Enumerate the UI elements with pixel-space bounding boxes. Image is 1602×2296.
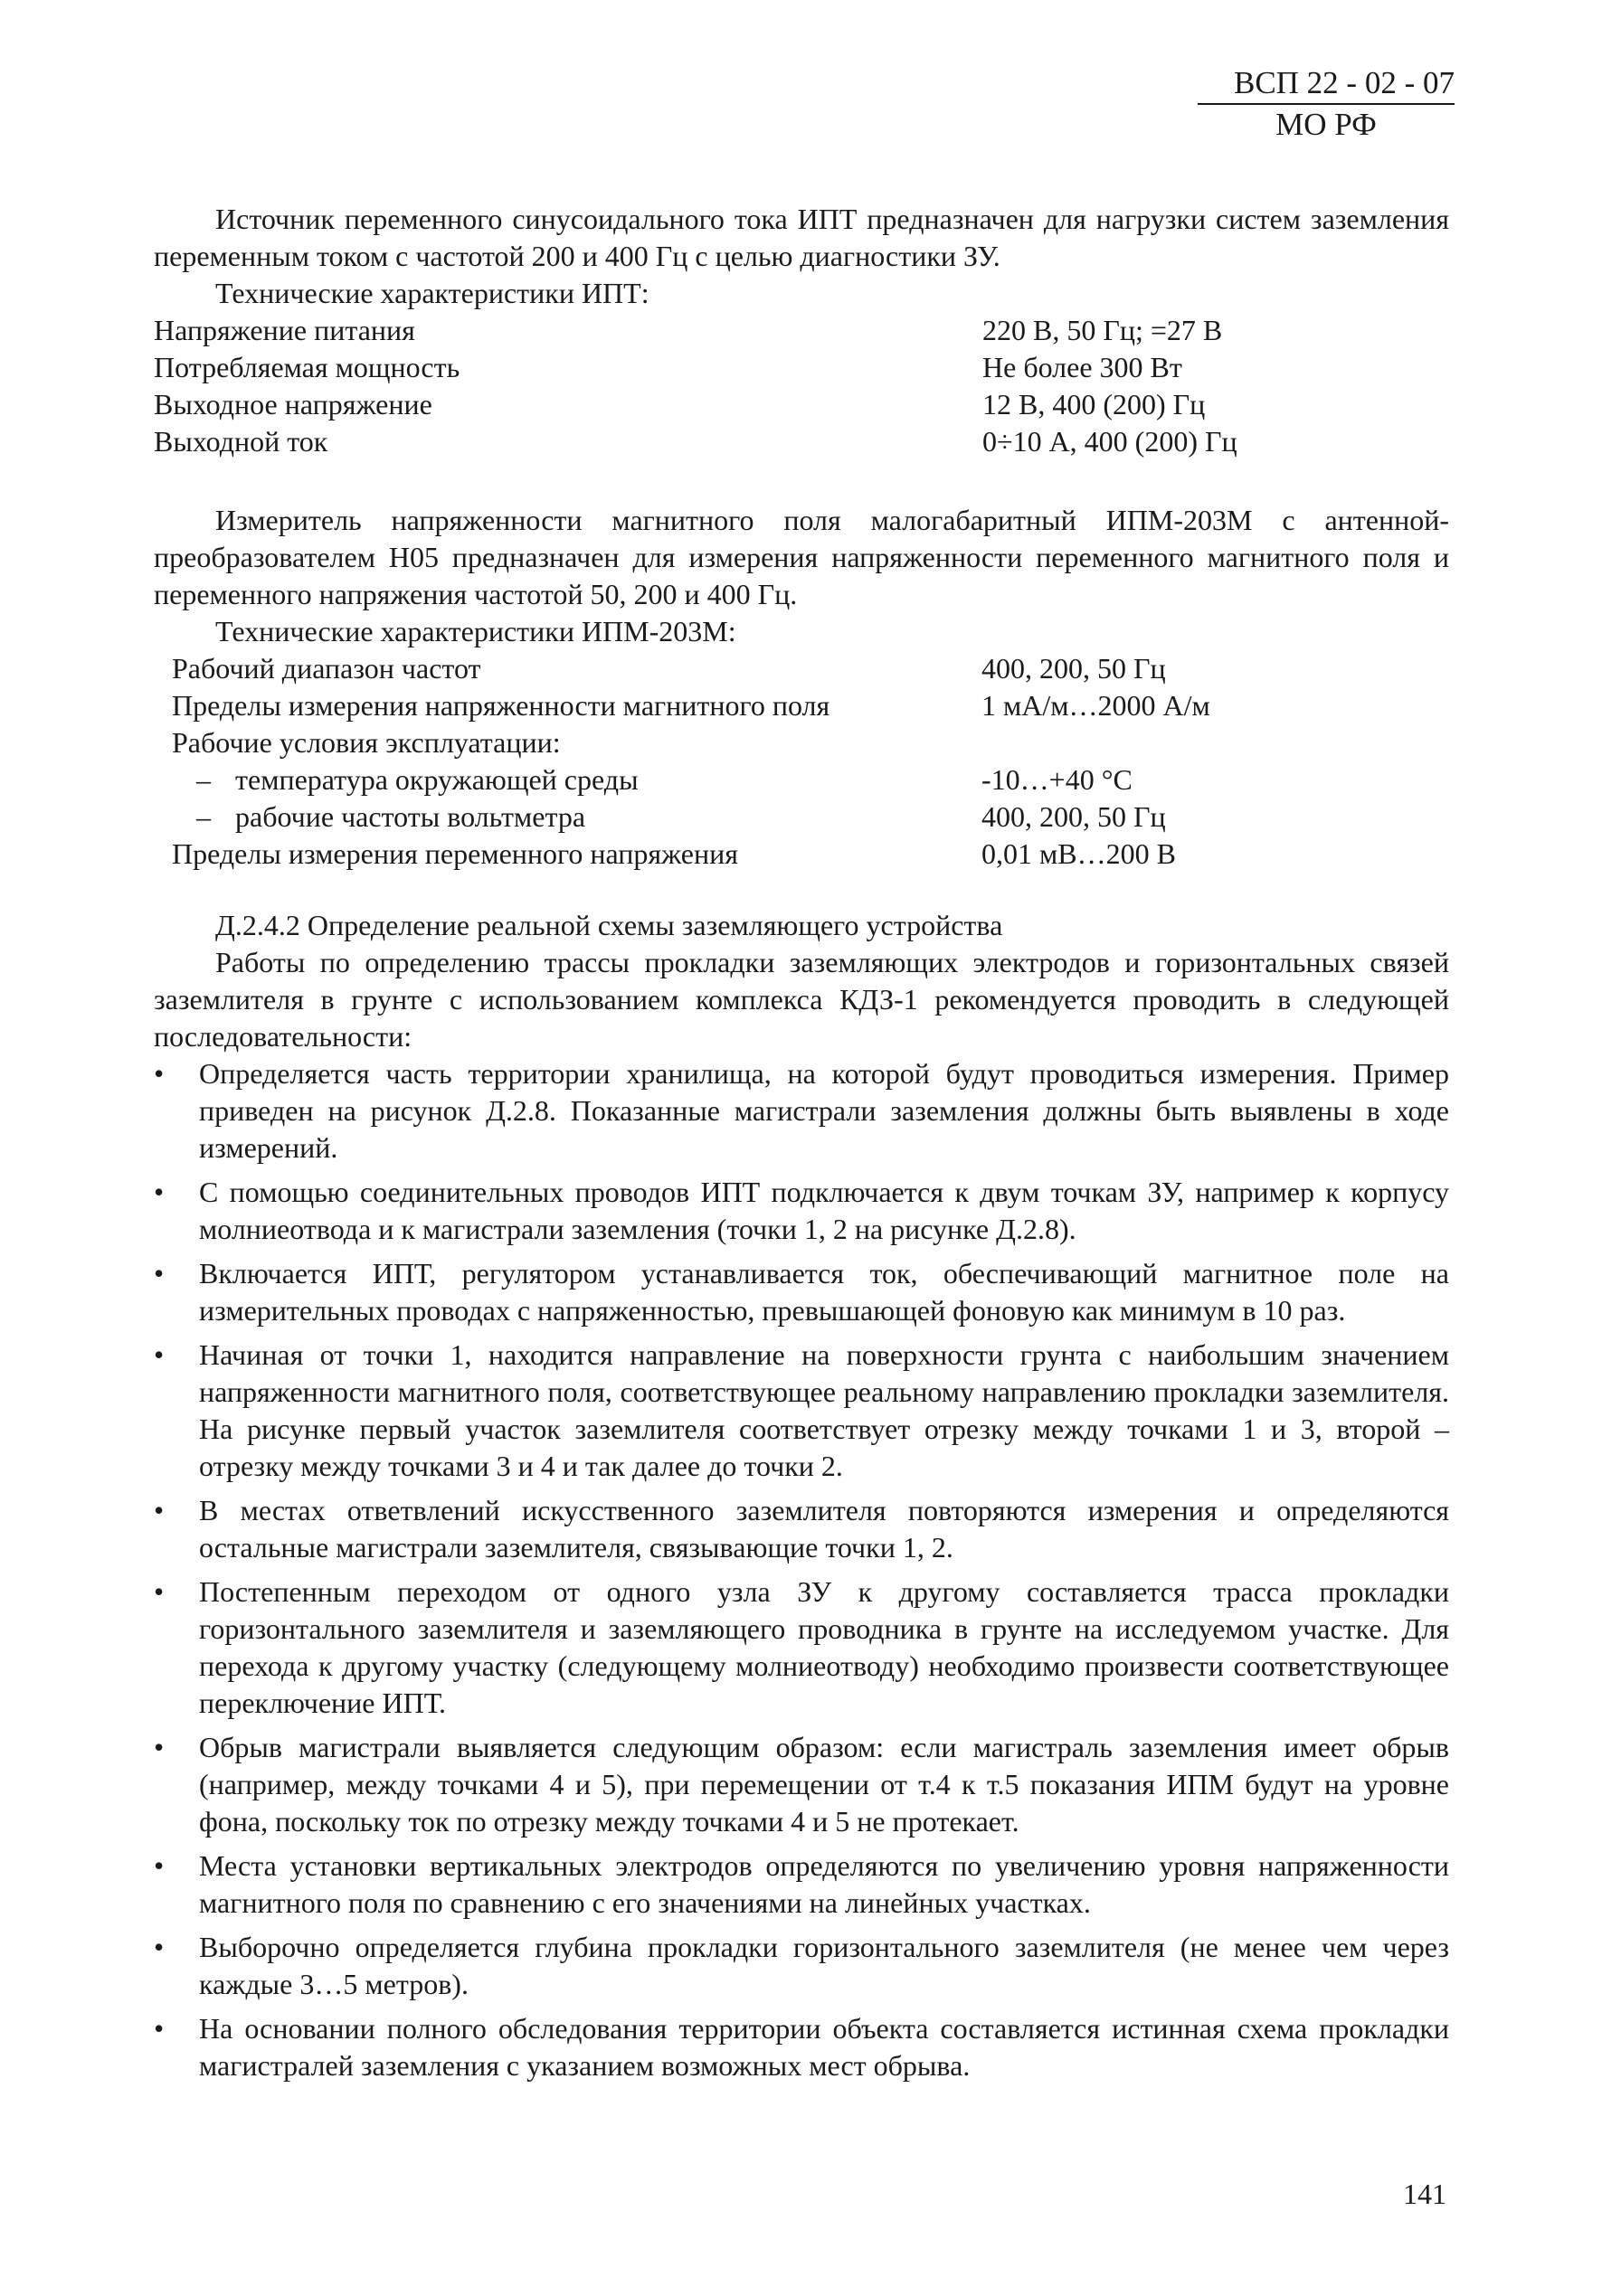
bullet-icon: • bbox=[154, 1931, 165, 1963]
list-item-text: Выборочно определяется глубина прокладки горизонтального заземлителя (не менее чем через каждые 3…5 метров). bbox=[199, 1931, 1449, 2000]
list-item bbox=[154, 1055, 1449, 1167]
ipt-intro: Источник переменного синусоидального тока ИПТ предназначен для нагрузки систем заземления переменным током с частотой 200 и 400 Гц с целью диагностики ЗУ. bbox=[154, 203, 1449, 272]
document-code: ВСП 22 - 02 - 07 bbox=[1198, 63, 1455, 105]
list-item-text: В местах ответвлений искусственного заземлителя повторяются измерения и определяются остальные магистрали заземлителя, связывающие точки 1, 2. bbox=[199, 1494, 1449, 1564]
ipt-specs-title: Технические характеристики ИПТ: bbox=[215, 277, 649, 309]
spacer bbox=[154, 873, 1449, 907]
spec-value: 1 мА/м…2000 А/м bbox=[981, 689, 1210, 722]
list-item-text: Включается ИПТ, регулятором устанавливается ток, обеспечивающий магнитное поле на измерительных проводах с напряженностью, превышающей фоновую как минимум в 10 раз. bbox=[199, 1257, 1449, 1327]
list-item-text: Места установки вертикальных электродов определяются по увеличению уровня напряженности магнитного поля по сравнению с его значениями на линейных участках. bbox=[199, 1849, 1449, 1919]
section-intro: Работы по определению трассы прокладки заземляющих электродов и горизонтальных связей заземлителя в грунте с использованием комплекса КДЗ-1 рекомендуется проводить в следующей последовательности: bbox=[154, 946, 1449, 1053]
document-body bbox=[154, 201, 1449, 2092]
section-title: Д.2.4.2 Определение реальной схемы заземляющего устройства bbox=[215, 909, 1003, 941]
list-item-text: Определяется часть территории хранилища, на которой будут проводиться измерения. Пример приведен на рисунок Д.2.8. Показанные магистрали заземления должны быть выявлены в ходе измерений. bbox=[199, 1057, 1449, 1164]
spec-row bbox=[154, 386, 1449, 423]
spec-key: Рабочий диапазон частот bbox=[172, 652, 481, 685]
bullet-icon: • bbox=[154, 1338, 165, 1371]
bullet-icon: • bbox=[154, 1494, 165, 1526]
spacer bbox=[154, 460, 1449, 502]
conditions-title: Рабочие условия эксплуатации: bbox=[172, 726, 561, 759]
list-item-text: Постепенным переходом от одного узла ЗУ к другому составляется трасса прокладки горизонтального заземлителя и заземляющего проводника в грунте на исследуемом участке. Для перехода к другому участку (следующему молниеотводу) необходимо произвести соответствующее переключение ИПТ. bbox=[199, 1575, 1449, 1719]
ipm-specs-title: Технические характеристики ИПМ-203М: bbox=[215, 615, 736, 647]
spec-row bbox=[154, 423, 1449, 460]
spec-key: Выходное напряжение bbox=[154, 388, 432, 420]
condition-row bbox=[154, 798, 1449, 836]
bullet-icon: • bbox=[154, 1849, 165, 1882]
list-item-text: Обрыв магистрали выявляется следующим образом: если магистраль заземления имеет обрыв (например, между точками 4 и 5), при перемещении от т.4 к т.5 показания ИПМ будут на уровне фона, поскольку ток по отрезку между точками 4 и 5 не протекает. bbox=[199, 1731, 1449, 1838]
spec-value: Не более 300 Вт bbox=[982, 351, 1182, 383]
list-item bbox=[154, 1929, 1449, 2003]
list-item bbox=[154, 1337, 1449, 1485]
spec-row bbox=[154, 836, 1449, 873]
spec-value: 0÷10 А, 400 (200) Гц bbox=[982, 425, 1237, 458]
condition-value: -10…+40 °С bbox=[981, 763, 1133, 796]
list-item bbox=[154, 1174, 1449, 1248]
spec-row bbox=[154, 312, 1449, 349]
bullet-icon: • bbox=[154, 1575, 165, 1608]
condition-row bbox=[154, 761, 1449, 798]
list-item bbox=[154, 1729, 1449, 1840]
spec-value: 12 В, 400 (200) Гц bbox=[982, 388, 1206, 420]
spec-value: 0,01 мВ…200 В bbox=[981, 837, 1176, 870]
list-item bbox=[154, 1847, 1449, 1922]
list-item-text: На основании полного обследования территории объекта составляется истинная схема прокладки магистралей заземления с указанием возможных мест обрыва. bbox=[199, 2012, 1449, 2082]
spec-key: Потребляемая мощность bbox=[154, 351, 460, 383]
condition-key: рабочие частоты вольтметра bbox=[235, 800, 586, 833]
bullet-icon: • bbox=[154, 1731, 165, 1763]
procedure-list bbox=[154, 1055, 1449, 2084]
list-item bbox=[154, 1255, 1449, 1329]
document-org: МО РФ bbox=[1275, 107, 1377, 142]
condition-value: 400, 200, 50 Гц bbox=[981, 800, 1166, 833]
list-item bbox=[154, 2010, 1449, 2084]
spec-key: Выходной ток bbox=[154, 425, 328, 458]
spec-key: Пределы измерения переменного напряжения bbox=[172, 837, 738, 870]
document-header bbox=[1198, 63, 1455, 145]
ipm-specs bbox=[154, 650, 1449, 873]
spec-key: Пределы измерения напряженности магнитного поля bbox=[172, 689, 830, 722]
spec-key: Напряжение питания bbox=[154, 314, 415, 346]
ipt-specs bbox=[154, 312, 1449, 460]
spec-row bbox=[154, 349, 1449, 386]
list-item-text: Начиная от точки 1, находится направление на поверхности грунта с наибольшим значением напряженности магнитного поля, соответствующее реальному направлению прокладки заземлителя. На рисунке первый участок заземлителя соответствует отрезку между точками 1 и 3, второй – отрезку между точками 3 и 4 и так далее до точки 2. bbox=[199, 1338, 1449, 1482]
bullet-icon: • bbox=[154, 1057, 165, 1090]
spec-row bbox=[154, 650, 1449, 687]
dash-marker: – bbox=[196, 800, 211, 833]
spec-value: 220 В, 50 Гц; =27 В bbox=[982, 314, 1223, 346]
condition-key: температура окружающей среды bbox=[235, 763, 639, 796]
bullet-icon: • bbox=[154, 1257, 165, 1290]
list-item bbox=[154, 1573, 1449, 1722]
ipm-intro: Измеритель напряженности магнитного поля малогабаритный ИПМ-203М с антенной-преобразователем Н05 предназначен для измерения напряженности переменного магнитного поля и переменного напряжения частотой 50, 200 и 400 Гц. bbox=[154, 504, 1449, 610]
spec-value: 400, 200, 50 Гц bbox=[981, 652, 1166, 685]
list-item bbox=[154, 1492, 1449, 1566]
bullet-icon: • bbox=[154, 2012, 165, 2045]
page-number: 141 bbox=[1403, 2178, 1446, 2210]
dash-marker: – bbox=[196, 763, 211, 796]
bullet-icon: • bbox=[154, 1176, 165, 1208]
list-item-text: С помощью соединительных проводов ИПТ подключается к двум точкам ЗУ, например к корпусу молниеотвода и к магистрали заземления (точки 1, 2 на рисунке Д.2.8). bbox=[199, 1176, 1449, 1245]
spec-row bbox=[154, 687, 1449, 724]
